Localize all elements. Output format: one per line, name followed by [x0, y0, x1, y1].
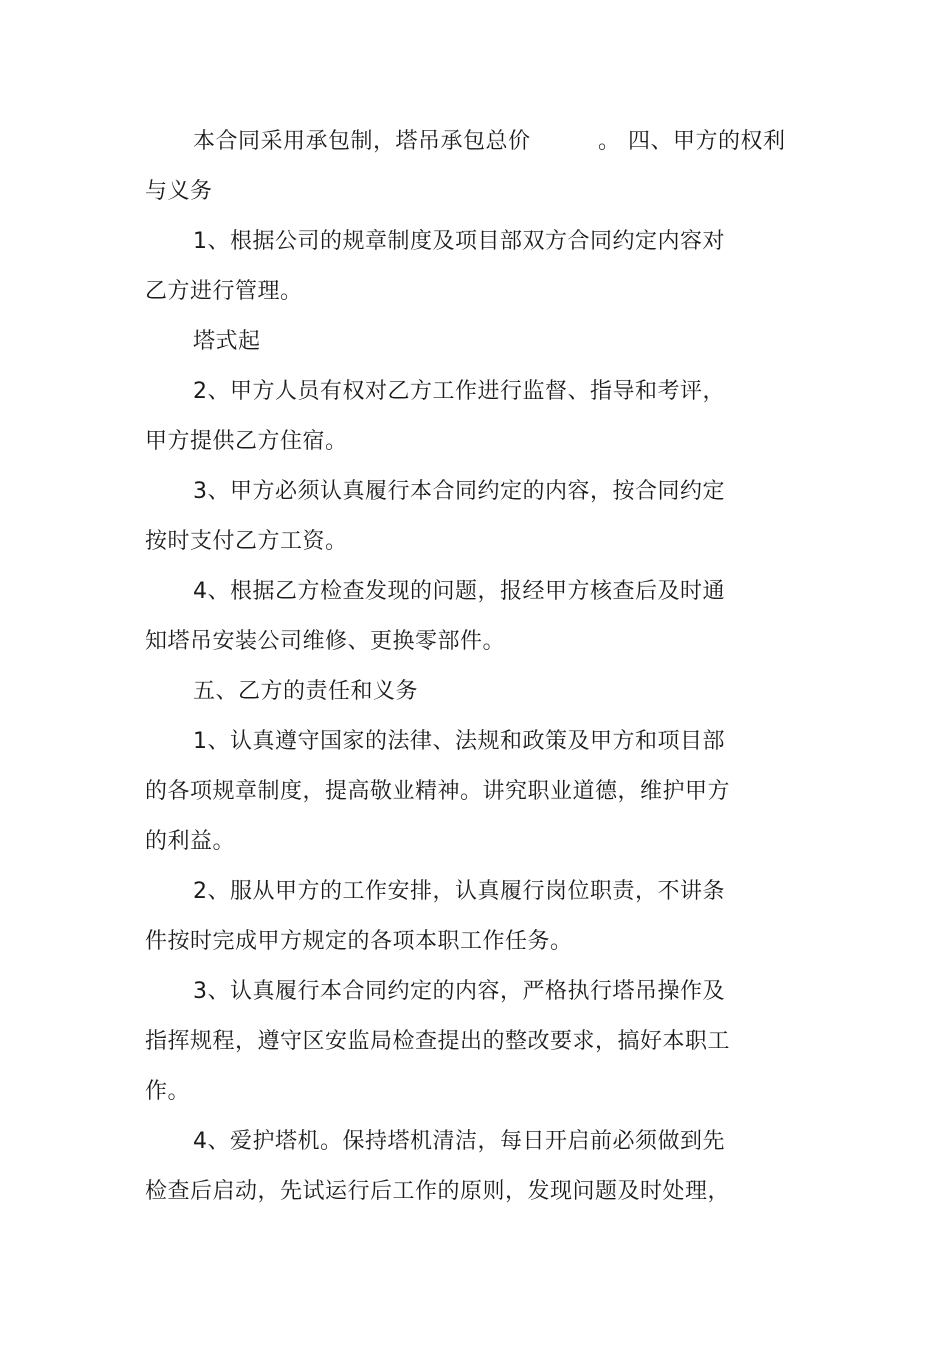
text-line: 按时支付乙方工资。: [145, 529, 348, 554]
text-line: 检查后启动，先试运行后工作的原则，发现问题及时处理，: [145, 1179, 731, 1204]
text-line: 塔式起: [193, 329, 261, 354]
text-line: 3、甲方必须认真履行本合同约定的内容，按合同约定: [193, 479, 725, 504]
text-line: 2、服从甲方的工作安排，认真履行岗位职责，不讲条: [193, 879, 725, 904]
text-line: 1、认真遵守国家的法律、法规和政策及甲方和项目部: [193, 729, 725, 754]
text-line: 的各项规章制度，提高敬业精神。讲究职业道德，维护甲方: [145, 779, 731, 804]
text-line: 4、爱护塔机。保持塔机清洁，每日开启前必须做到先: [193, 1129, 725, 1154]
text-line: 指挥规程，遵守区安监局检查提出的整改要求，搞好本职工: [145, 1029, 731, 1054]
text-line: 乙方进行管理。: [145, 279, 303, 304]
text-line: 本合同采用承包制，塔吊承包总价 。 四、甲方的权利: [193, 129, 786, 154]
text-line: 3、认真履行本合同约定的内容，严格执行塔吊操作及: [193, 979, 725, 1004]
text-line: 知塔吊安装公司维修、更换零部件。: [145, 629, 506, 654]
text-line: 与义务: [145, 179, 213, 204]
text-line: 1、根据公司的规章制度及项目部双方合同约定内容对: [193, 229, 725, 254]
text-line: 4、根据乙方检查发现的问题，报经甲方核查后及时通: [193, 579, 725, 604]
text-line: 作。: [145, 1079, 191, 1104]
text-line: 2、甲方人员有权对乙方工作进行监督、指导和考评，: [193, 379, 725, 404]
text-line: 甲方提供乙方住宿。: [145, 429, 348, 454]
text-line: 件按时完成甲方规定的各项本职工作任务。: [145, 929, 573, 954]
section-heading: 五、乙方的责任和义务: [193, 679, 419, 704]
text-line: 的利益。: [145, 829, 236, 854]
